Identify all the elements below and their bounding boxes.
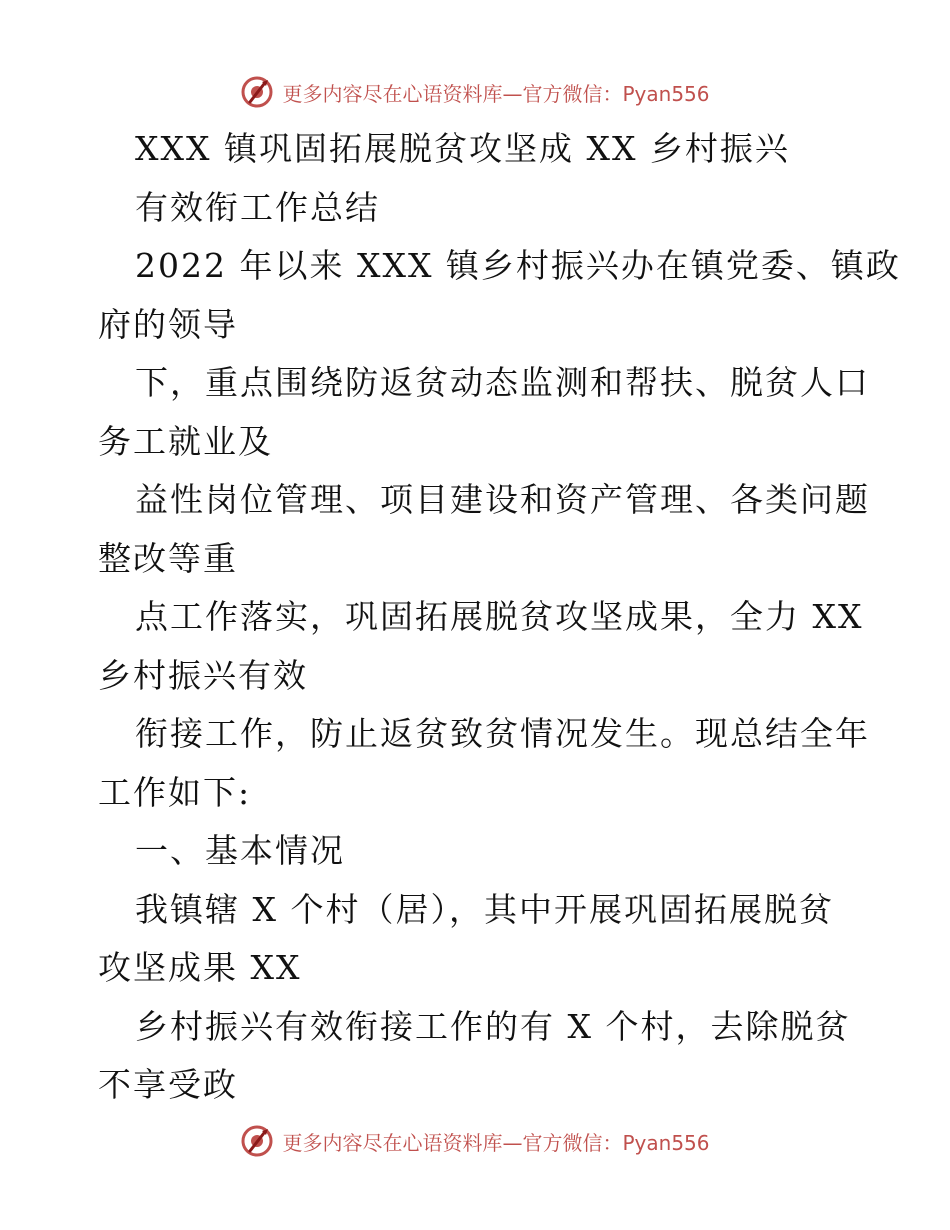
text-line: 乡村振兴有效衔接工作的有 X 个村，去除脱贫 xyxy=(135,1006,851,1046)
header-watermark xyxy=(0,72,950,112)
text-line: 一、基本情况 xyxy=(135,831,345,870)
footer-watermark xyxy=(0,1121,950,1161)
brand-logo-icon xyxy=(240,1124,274,1158)
text-line: 有效衔工作总结 xyxy=(135,187,380,227)
text-line: 乡村振兴有效 xyxy=(98,655,308,695)
text-line: 2022 年以来 XXX 镇乡村振兴办在镇党委、镇政 xyxy=(135,246,901,285)
text-line: 攻坚成果 XX xyxy=(98,948,302,987)
text-line: XXX 镇巩固拓展脱贫攻坚成 XX 乡村振兴 xyxy=(135,129,790,168)
watermark-text: 更多内容尽在心语资料库—官方微信：Pyan556 xyxy=(282,81,710,106)
document-body xyxy=(98,120,901,1115)
brand-logo-icon xyxy=(240,75,274,109)
text-line: 整改等重 xyxy=(98,538,238,578)
text-line: 益性岗位管理、项目建设和资产管理、各类问题 xyxy=(135,480,870,519)
text-line: 府的领导 xyxy=(98,304,238,344)
text-line: 衔接工作，防止返贫致贫情况发生。现总结全年 xyxy=(135,714,870,753)
text-line: 我镇辖 X 个村（居），其中开展巩固拓展脱贫 xyxy=(135,889,834,929)
text-line: 务工就业及 xyxy=(98,421,273,461)
text-line: 点工作落实，巩固拓展脱贫攻坚成果，全力 XX xyxy=(135,597,864,636)
text-line: 下，重点围绕防返贫动态监测和帮扶、脱贫人口 xyxy=(135,363,870,402)
text-line: 工作如下: xyxy=(98,772,252,812)
watermark-text: 更多内容尽在心语资料库—官方微信：Pyan556 xyxy=(282,1130,710,1155)
text-line: 不享受政 xyxy=(98,1065,238,1104)
